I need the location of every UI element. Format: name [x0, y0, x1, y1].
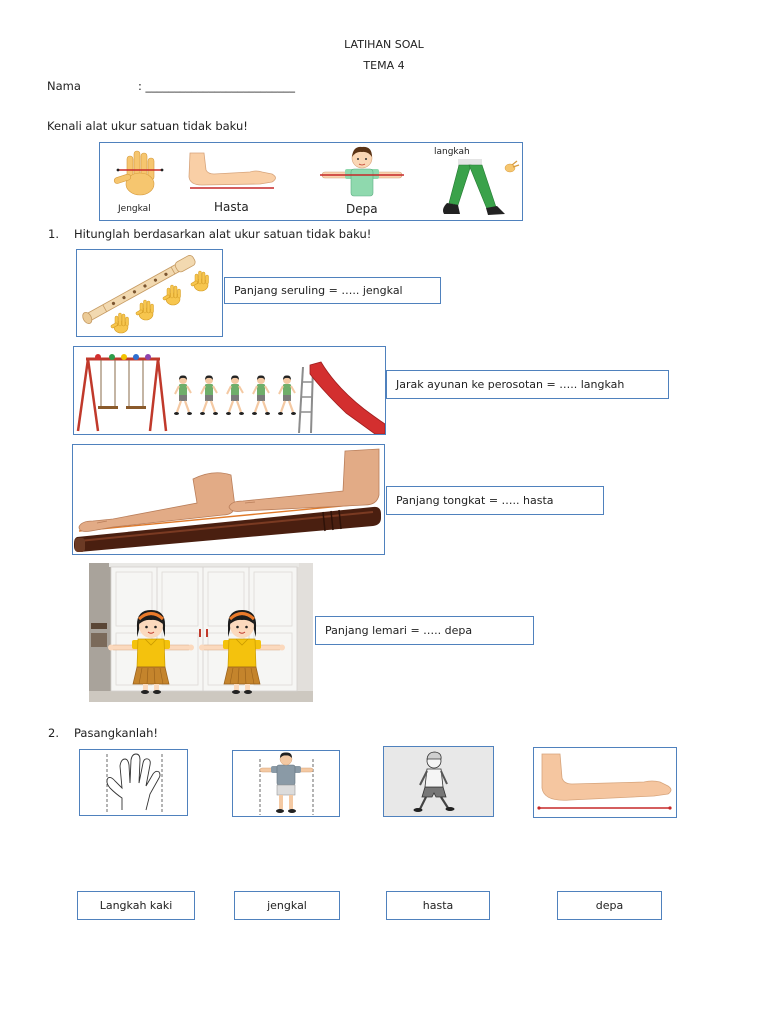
stick-picture [72, 444, 385, 555]
langkah-caption: langkah [434, 147, 470, 157]
section1-number: 1. [48, 227, 59, 241]
stick-illustration [73, 445, 384, 554]
match-picture-hand-span [79, 749, 188, 816]
question-box-wardrobe: Panjang lemari = ….. depa [315, 616, 534, 645]
playground-illustration [74, 347, 385, 434]
hasta-arm-right [229, 449, 379, 512]
walking-boy-sketch [384, 747, 493, 816]
walking-children [174, 375, 296, 415]
forearm-illustration [534, 748, 676, 817]
arm-span-boy [233, 751, 339, 816]
worksheet-title: LATIHAN SOAL [344, 38, 424, 51]
jengkal-hand-4 [190, 271, 208, 291]
hasta-arm-left [79, 473, 235, 532]
section2-instruction: Pasangkanlah! [74, 726, 159, 740]
match-picture-walking-step [383, 746, 494, 817]
walking-child-5 [278, 375, 296, 415]
hand-span-outline [80, 750, 187, 815]
wardrobe-picture [89, 563, 313, 702]
choice-langkah-kaki: Langkah kaki [77, 891, 195, 920]
name-blank-line: : __________________________ [138, 79, 296, 93]
walking-child-3 [226, 375, 244, 415]
recorder-picture [76, 249, 223, 337]
jengkal-hand-1 [110, 313, 128, 333]
choice-depa: depa [557, 891, 662, 920]
slide [299, 362, 385, 434]
swing-set [78, 354, 166, 431]
jengkal-hand-3 [162, 285, 180, 305]
jengkal-caption: Jengkal [118, 204, 151, 214]
intro-units-panel [99, 142, 523, 221]
intro-instruction: Kenali alat ukur satuan tidak baku! [47, 119, 248, 133]
langkah-legs-illustration [443, 159, 519, 215]
walking-child-1 [174, 375, 192, 415]
section1-instruction: Hitunglah berdasarkan alat ukur satuan tidak baku! [74, 227, 372, 241]
worksheet-subtitle: TEMA 4 [363, 59, 405, 72]
playground-picture [73, 346, 386, 435]
choice-hasta: hasta [386, 891, 490, 920]
question-box-playground: Jarak ayunan ke perosotan = ….. langkah [386, 370, 669, 399]
walking-child-4 [252, 375, 270, 415]
match-picture-arm-span [232, 750, 340, 817]
choice-jengkal: jengkal [234, 891, 340, 920]
depa-person-illustration [320, 147, 404, 196]
name-label: Nama [47, 79, 81, 93]
jengkal-hand-illustration [113, 151, 163, 195]
hasta-caption: Hasta [214, 200, 249, 214]
wardrobe-illustration [89, 563, 313, 702]
match-picture-forearm [533, 747, 677, 818]
walking-child-2 [200, 375, 218, 415]
section2-number: 2. [48, 726, 59, 740]
recorder-illustration [77, 250, 222, 336]
depa-caption: Depa [346, 202, 378, 216]
hasta-arm-illustration [189, 153, 276, 188]
question-box-stick: Panjang tongkat = ….. hasta [386, 486, 604, 515]
question-box-recorder: Panjang seruling = ….. jengkal [224, 277, 441, 304]
jengkal-hand-2 [135, 300, 153, 320]
intro-units-illustration [100, 143, 522, 220]
